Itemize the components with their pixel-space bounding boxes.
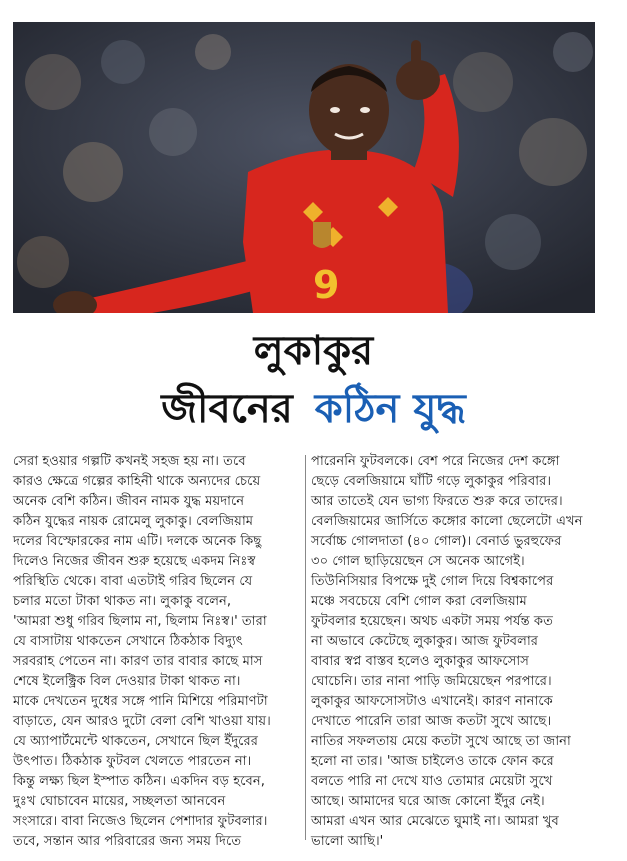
- article-line: যে বাসাটায় থাকতেন সেখানে ঠিকঠাক বিদ্যুৎ: [13, 634, 243, 649]
- article-line: কিন্তু লক্ষ্য ছিল ইস্পাত কঠিন। একদিন বড় হবেন,: [13, 774, 265, 789]
- article-line: ছেড়ে বেলজিয়ামে ঘাঁটি গড়ে লুকাকুর পরিবার।: [311, 474, 552, 489]
- article-line: তিউনিসিয়ার বিপক্ষে দুই গোল দিয়ে বিশ্বকাপের: [311, 574, 554, 589]
- headline-title-part1: লুকাকুর: [253, 328, 374, 374]
- hero-photo: [13, 22, 595, 313]
- column-divider: [305, 455, 306, 840]
- article-line: উৎপাত। ঠিকঠাক ফুটবল খেলতে পারতেন না।: [13, 754, 252, 769]
- article-line: দিলেও নিজের জীবন শুরু হয়েছে একদম নিঃস্ব: [13, 554, 256, 569]
- article-line: সেরা হওয়ার গল্পটি কখনই সহজ হয় না। তবে: [13, 454, 246, 469]
- article-line: দুঃখ ঘোচাবেন মায়ের, সচ্ছলতা আনবেন: [13, 794, 226, 809]
- article-line: অনেক বেশি কঠিন। জীবন নামক যুদ্ধ ময়দানে: [13, 494, 245, 509]
- article-line: বেলজিয়ামের জার্সিতে কঙ্গোর কালো ছেলেটো এখন: [311, 514, 583, 529]
- headline-title-highlight: কঠিন যুদ্ধ: [314, 386, 466, 432]
- article-line: লুকাকুর আফসোসটাও এখানেই। কারণ নানাকে: [311, 694, 553, 709]
- article-line: মঞ্চে সবচেয়ে বেশি গোল করা বেলজিয়াম: [311, 594, 527, 609]
- article-line: ভালো আছি।': [311, 834, 384, 849]
- article-line: বাড়াতে, যেন আরও দুটো বেলা বেশি খাওয়া যায়।: [13, 714, 271, 729]
- article-line: যে অ্যাপার্টমেন্টে থাকতেন, সেখানে ছিল ইঁদুরের: [13, 734, 258, 749]
- article-line: মাকে দেখতেন দুধের সঙ্গে পানি মিশিয়ে পরিমাণটা: [13, 694, 268, 709]
- article-line: না অভাবে কেটেছে লুকাকুর। আজ ফুটবলার: [311, 634, 539, 649]
- article-line: সরবরাহ পেতেন না। কারণ তার বাবার কাছে মাস: [13, 654, 263, 669]
- article-line: আর তাতেই যেন ভাগ্য ফিরতে শুরু করে তাদের।: [311, 494, 563, 509]
- article-line: হলো না তার। 'আজ চাইলেও তাকে ফোন করে: [311, 754, 554, 769]
- article-line: আছে। আমাদের ঘরে আজ কোনো ইঁদুর নেই।: [311, 794, 545, 809]
- article-line: বলতে পারি না দেখে যাও তোমার মেয়েটা সুখে: [311, 774, 553, 789]
- headline-title-part2: জীবনের: [161, 386, 293, 432]
- article-line: তবে, সন্তান আর পরিবারের জন্য সময় দিতে: [13, 834, 242, 849]
- soccer-player-illustration: [13, 22, 595, 313]
- article-column-right: [311, 452, 607, 852]
- article-line: চলার মতো টাকা থাকত না। লুকাকু বলেন,: [13, 594, 232, 609]
- article-line: 'আমরা শুধু গরিব ছিলাম না, ছিলাম নিঃস্ব।' তারা: [13, 614, 267, 629]
- headline-line-2: [0, 383, 627, 435]
- article-line: কঠিন যুদ্ধের নায়ক রোমেলু লুকাকু। বেলজিয়াম: [13, 514, 254, 529]
- article-line: দলের বিস্ফোরকের নাম এটি। দলকে অনেক কিছু: [13, 534, 262, 549]
- article-line: সর্বোচ্চ গোলদাতা (৪০ গোল)। বেনার্ড ভুরহুফের: [311, 534, 562, 549]
- article-line: কারও ক্ষেত্রে গল্পের কাহিনী থাকে অন্যদের চেয়ে: [13, 474, 261, 489]
- article-line: পারেননি ফুটবলকে। বেশ পরে নিজের দেশ কঙ্গো: [311, 454, 560, 469]
- headline-line-1: [0, 325, 627, 377]
- article-line: দেখাতে পারেনি তারা আজ কতটা সুখে আছে।: [311, 714, 552, 729]
- article-line: ফুটবলার হয়েছেন। অথচ একটা সময় পর্যন্ত কত: [311, 614, 554, 629]
- article-line: ৩০ গোল ছাড়িয়েছেন সে অনেক আগেই।: [311, 554, 525, 569]
- article-line: আমরা এখন আর মেঝেতে ঘুমাই না। আমরা খুব: [311, 814, 559, 829]
- article-line: পরিস্থিতি থেকে। বাবা এতটাই গরিব ছিলেন যে: [13, 574, 253, 589]
- article-line: ঘোচেনি। তার নানা পাড়ি জমিয়েছেন পরপারে।: [311, 674, 552, 689]
- article-column-left: [13, 452, 309, 852]
- jersey-number: 9: [313, 263, 340, 307]
- article-line: শেষে ইলেক্ট্রিক বিল দেওয়ার টাকা থাকত না।: [13, 674, 241, 689]
- article-line: সংসারে। বাবা নিজেও ছিলেন পেশাদার ফুটবলার।: [13, 814, 268, 829]
- article-line: বাবার স্বপ্ন বাস্তব হলেও লুকাকুর আফসোস: [311, 654, 529, 669]
- article-line: নাতির সফলতায় মেয়ে কতটা সুখে আছে তা জানা: [311, 734, 571, 749]
